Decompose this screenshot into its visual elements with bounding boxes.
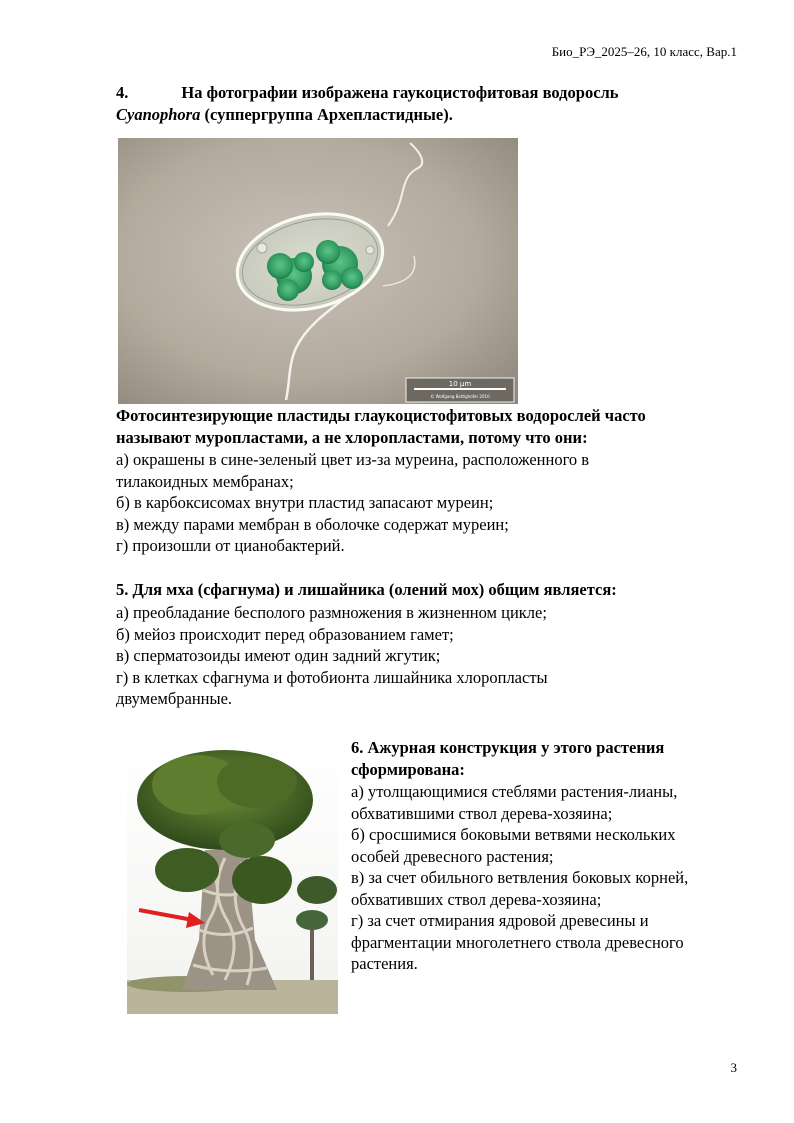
option-6b <box>351 824 688 867</box>
option-6d-line1: г) за счет отмирания ядровой древесины и <box>351 911 649 930</box>
question-4-title-rest: (суппергруппа Архепластидные). <box>200 105 453 124</box>
option-4b: б) в карбоксисомах внутри пластид запасают муреин; <box>116 493 494 512</box>
question-5-title: 5. Для мха (сфагнума) и лишайника (олений мох) общим является: <box>116 580 617 599</box>
option-6d-line3: растения. <box>351 954 418 973</box>
option-5a: а) преобладание бесполого размножения в жизненном цикле; <box>116 603 547 622</box>
option-6c-line2: обхвативших ствол дерева-хозяина; <box>351 889 602 909</box>
question-4-number: 4. <box>116 83 129 102</box>
question-4-stem-line1: Фотосинтезирующие пластиды глаукоцистофитовых водорослей часто <box>116 406 646 425</box>
option-6d <box>351 910 688 975</box>
option-4a <box>116 449 589 492</box>
question-6-title-line1: 6. Ажурная конструкция у этого растения <box>351 738 665 757</box>
question-4-stem <box>116 405 756 449</box>
question-5-options <box>116 602 548 710</box>
option-5d <box>116 667 548 710</box>
page-header: Био_РЭ_2025–26, 10 класс, Вар.1 <box>551 44 737 59</box>
question-6-title <box>351 737 664 781</box>
option-6a-line2: обхватившими ствол дерева-хозяина; <box>351 803 613 823</box>
cyanophora-micrograph <box>118 138 518 404</box>
question-6-options <box>351 781 688 975</box>
option-4c: в) между парами мембран в оболочке содержат муреин; <box>116 514 509 534</box>
option-6d-line2: фрагментации многолетнего ствола древесного <box>351 932 684 952</box>
option-5b: б) мейоз происходит перед образованием гамет; <box>116 624 454 644</box>
option-5c: в) сперматозоиды имеют один задний жгутик; <box>116 646 441 665</box>
option-5d-line1: г) в клетках сфагнума и фотобионта лишайника хлоропласты <box>116 667 548 687</box>
question-6-title-line2: сформирована: <box>351 760 465 779</box>
option-6a <box>351 781 688 824</box>
option-6c <box>351 867 688 910</box>
page-number: 3 <box>730 1060 737 1075</box>
option-4a-line2: тилакоидных мембранах; <box>116 471 294 491</box>
image-credit: © Wolfgang Bettighofer 2010 <box>430 394 490 399</box>
lattice-tree-photo <box>127 740 338 1014</box>
scale-bar-label: 10 µm <box>448 380 472 388</box>
option-4d: г) произошли от цианобактерий. <box>116 536 345 555</box>
option-5d-line2: двумембранные. <box>116 689 233 708</box>
option-6a-line1: а) утолщающимися стеблями растения-лианы, <box>351 782 678 801</box>
question-4-stem-line2: называют муропластами, а не хлоропластами, потому что они: <box>116 428 588 447</box>
question-4-title-line1: На фотографии изображена гаукоцистофитовая водоросль <box>181 83 619 102</box>
option-4a-line1: а) окрашены в сине-зеленый цвет из-за муреина, расположенного в <box>116 450 590 469</box>
option-6c-line1: в) за счет обильного ветвления боковых корней, <box>351 868 689 887</box>
question-4-options <box>116 449 589 557</box>
option-6b-line1: б) сросшимися боковыми ветвями нескольких <box>351 825 676 844</box>
species-name: Cyanophora <box>116 105 201 124</box>
question-4-title <box>116 82 756 126</box>
option-6b-line2: особей древесного растения; <box>351 846 554 866</box>
